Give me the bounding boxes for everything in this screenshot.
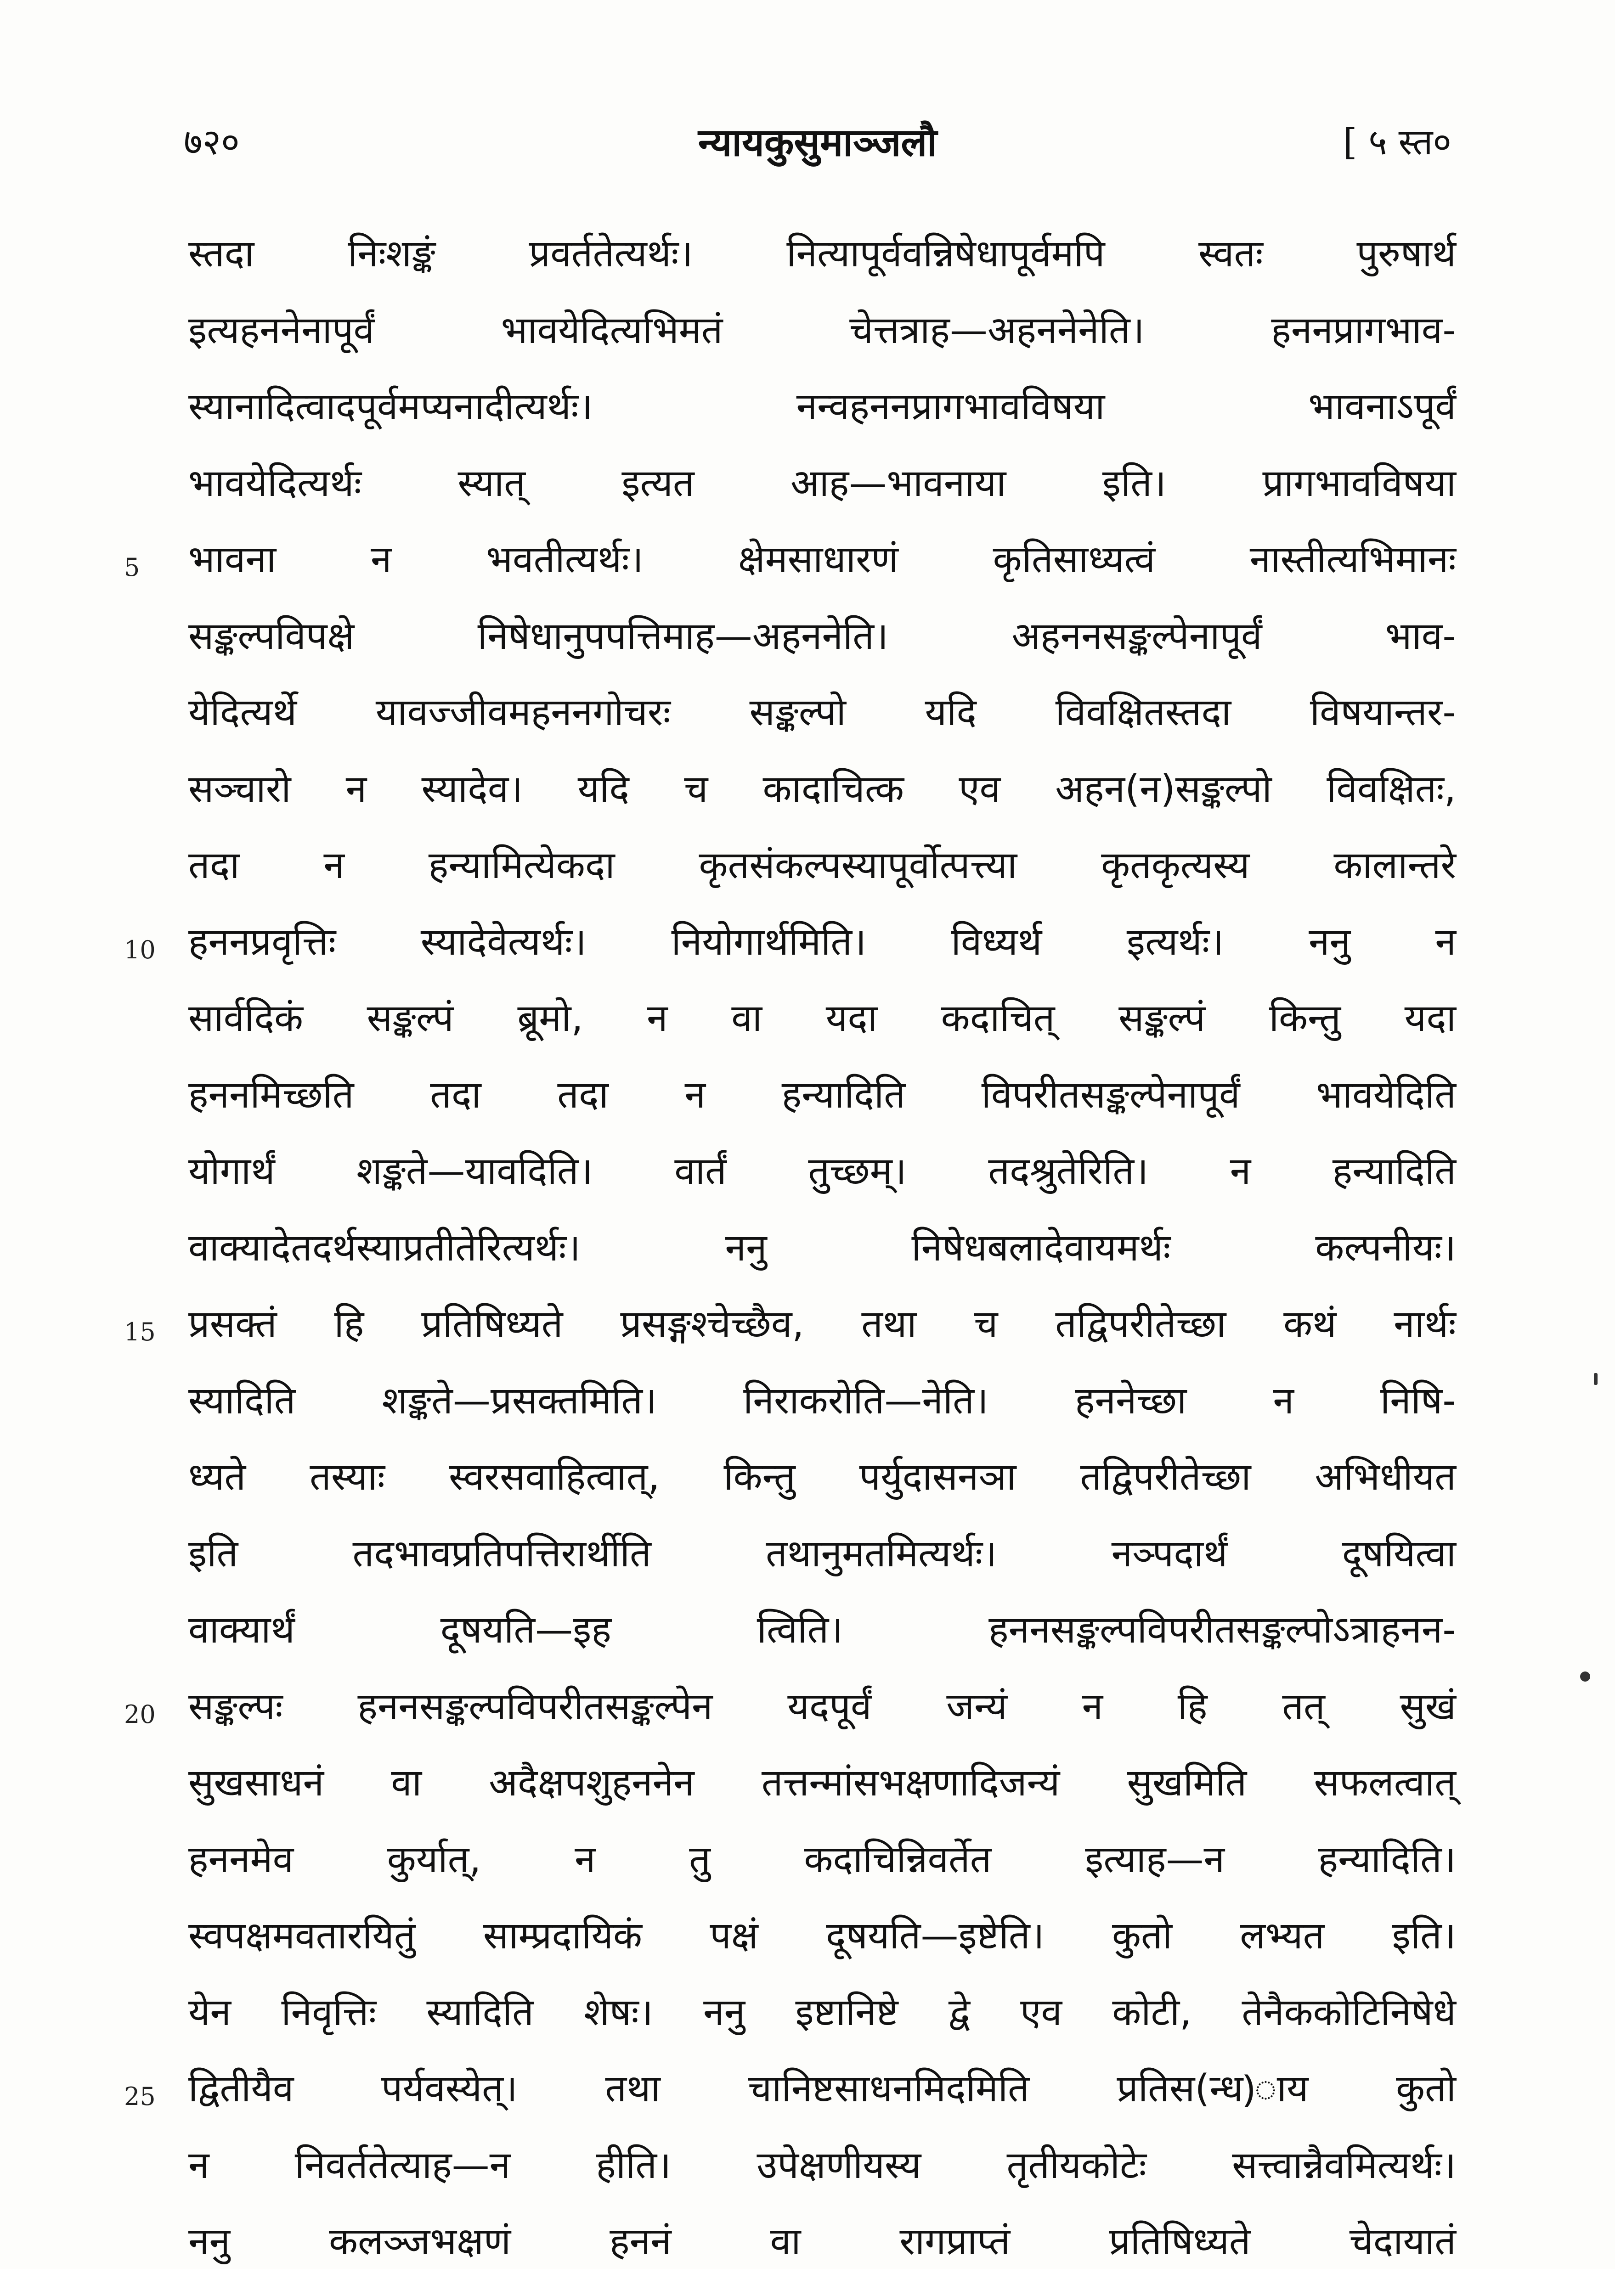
line-text: स्तदा निःशङ्कं प्रवर्ततेत्यर्थः। नित्यापूर्ववन्निषेधापूर्वमपि स्वतः पुरुषार्थ xyxy=(188,232,1456,276)
text-line xyxy=(188,1975,1456,2051)
text-line xyxy=(188,1745,1456,1822)
line-text: हननमिच्छति तदा तदा न हन्यादिति विपरीतसङ्कल्पेनापूर्वं भावयेदिति xyxy=(188,1073,1456,1117)
text-line xyxy=(188,1210,1456,1287)
line-text: सङ्कल्पविपक्षे निषेधानुपपत्तिमाह—अहननेति। अहननसङ्कल्पेनापूर्वं भाव- xyxy=(188,614,1456,658)
text-line xyxy=(188,904,1456,981)
line-text: सुखसाधनं वा अदैक्षपशुहननेन तत्तन्मांसभक्षणादिजन्यं सुखमिति सफलत्वात् xyxy=(188,1761,1456,1805)
line-number: 10 xyxy=(124,904,170,996)
line-text: स्यानादित्वादपूर्वमप्यनादीत्यर्थः। नन्वहननप्रागभावविषया भावनाऽपूर्वं xyxy=(188,385,1456,428)
line-text: इत्यहननेनापूर्वं भावयेदित्यभिमतं चेत्तत्राह—अहननेनेति। हननप्रागभाव- xyxy=(188,309,1456,352)
text-line xyxy=(188,598,1456,675)
section-marker: [ ५ स्त० xyxy=(1343,115,1451,170)
text-line xyxy=(188,1822,1456,1898)
line-text: ध्यते तस्याः स्वरसवाहित्वात्, किन्तु पर्युदासनञा तद्विपरीतेच्छा अभिधीयत xyxy=(188,1455,1456,1499)
line-text: प्रसक्तं हि प्रतिषिध्यते प्रसङ्गश्चेच्छैव, तथा च तद्विपरीतेच्छा कथं नार्थः xyxy=(188,1302,1456,1346)
text-line xyxy=(188,675,1456,751)
line-text: येन निवृत्तिः स्यादिति शेषः। ननु इष्टानिष्टे द्वे एव कोटी, तेनैककोटिनिषेधे xyxy=(188,1991,1456,2034)
line-text: स्वपक्षमवतारयितुं साम्प्रदायिकं पक्षं दूषयति—इष्टेति। कुतो लभ्यत इति। xyxy=(188,1914,1456,1958)
line-text: सञ्चारो न स्यादेव। यदि च कादाचित्क एव अहन(न)सङ्कल्पो विवक्षितः, xyxy=(188,767,1456,811)
text-line xyxy=(188,2204,1456,2280)
page-number: ७२० xyxy=(184,115,240,170)
scan-speck xyxy=(1594,1373,1598,1385)
text-line xyxy=(188,216,1456,293)
text-line xyxy=(188,980,1456,1057)
text-line xyxy=(188,293,1456,369)
line-text: न निवर्ततेत्याह—न हीति। उपेक्षणीयस्य तृतीयकोटेः सत्त्वान्नैवमित्यर्थः। xyxy=(188,2144,1456,2187)
line-text: योगार्थं शङ्कते—यावदिति। वार्तं तुच्छम्। तदश्रुतेरिति। न हन्यादिति xyxy=(188,1149,1456,1193)
commentary-text xyxy=(188,216,1456,2296)
line-text: स्यादिति शङ्कते—प्रसक्तमिति। निराकरोति—नेति। हननेच्छा न निषि- xyxy=(188,1379,1456,1423)
line-text: भावयेदित्यर्थः स्यात् इत्यत आह—भावनाया इति। प्रागभावविषया xyxy=(188,461,1456,505)
text-line xyxy=(188,1057,1456,1134)
line-text: तदा न हन्यामित्येकदा कृतसंकल्पस्यापूर्वोत्पत्त्या कृतकृत्यस्य कालान्तरे xyxy=(188,844,1456,887)
text-line xyxy=(188,827,1456,904)
line-number: 20 xyxy=(124,1669,170,1761)
running-title: न्यायकुसुमाञ्जलौ xyxy=(184,115,1451,170)
text-line xyxy=(188,1592,1456,1669)
line-text: हननप्रवृत्तिः स्यादेवेत्यर्थः। नियोगार्थमिति। विध्यर्थ इत्यर्थः। ननु न xyxy=(188,920,1456,964)
text-line xyxy=(188,1363,1456,1440)
line-text: येदित्यर्थे यावज्जीवमहननगोचरः सङ्कल्पो यदि विवक्षितस्तदा विषयान्तर- xyxy=(188,691,1456,734)
line-text: सार्वदिकं सङ्कल्पं ब्रूमो, न वा यदा कदाचित् सङ्कल्पं किन्तु यदा xyxy=(188,996,1456,1040)
line-text: द्वितीयैव पर्यवस्येत्। तथा चानिष्टसाधनमिदमिति प्रतिस(न्ध)ाय कुतो xyxy=(188,2067,1456,2110)
text-line xyxy=(188,2051,1456,2127)
text-line xyxy=(188,1439,1456,1516)
line-text: सङ्कल्पः हननसङ्कल्पविपरीतसङ्कल्पेन यदपूर्वं जन्यं न हि तत् सुखं xyxy=(188,1685,1456,1728)
line-text: भावना न भवतीत्यर्थः। क्षेमसाधारणं कृतिसाध्यत्वं नास्तीत्यभिमानः xyxy=(188,538,1456,581)
text-line xyxy=(188,1516,1456,1593)
text-line xyxy=(188,2127,1456,2204)
text-line xyxy=(188,522,1456,598)
text-line xyxy=(188,751,1456,828)
text-line xyxy=(188,2280,1456,2296)
text-line xyxy=(188,1133,1456,1210)
text-line xyxy=(188,1898,1456,1975)
running-header xyxy=(184,115,1451,179)
line-text: हननमेव कुर्यात्, न तु कदाचिन्निवर्तेत इत्याह—न हन्यादिति। xyxy=(188,1838,1456,1881)
text-line xyxy=(188,1286,1456,1363)
line-text: इति तदभावप्रतिपत्तिरार्थीति तथानुमतमित्यर्थः। नञ्पदार्थं दूषयित्वा xyxy=(188,1532,1456,1576)
text-line xyxy=(188,445,1456,522)
line-text: ननु कलञ्जभक्षणं हननं वा रागप्राप्तं प्रतिषिध्यते चेदायातं xyxy=(188,2220,1456,2263)
scan-speck xyxy=(1580,1671,1590,1682)
text-line xyxy=(188,369,1456,445)
line-text: वाक्यार्थं दूषयति—इह त्विति। हननसङ्कल्पविपरीतसङ्कल्पोऽत्राहनन- xyxy=(188,1608,1456,1652)
line-text: वाक्यादेतदर्थस्याप्रतीतेरित्यर्थः। ननु निषेधबलादेवायमर्थः कल्पनीयः। xyxy=(188,1226,1456,1270)
line-number: 5 xyxy=(124,522,170,613)
line-number: 15 xyxy=(124,1286,170,1378)
text-line xyxy=(188,1669,1456,1745)
line-number: 25 xyxy=(124,2051,170,2143)
